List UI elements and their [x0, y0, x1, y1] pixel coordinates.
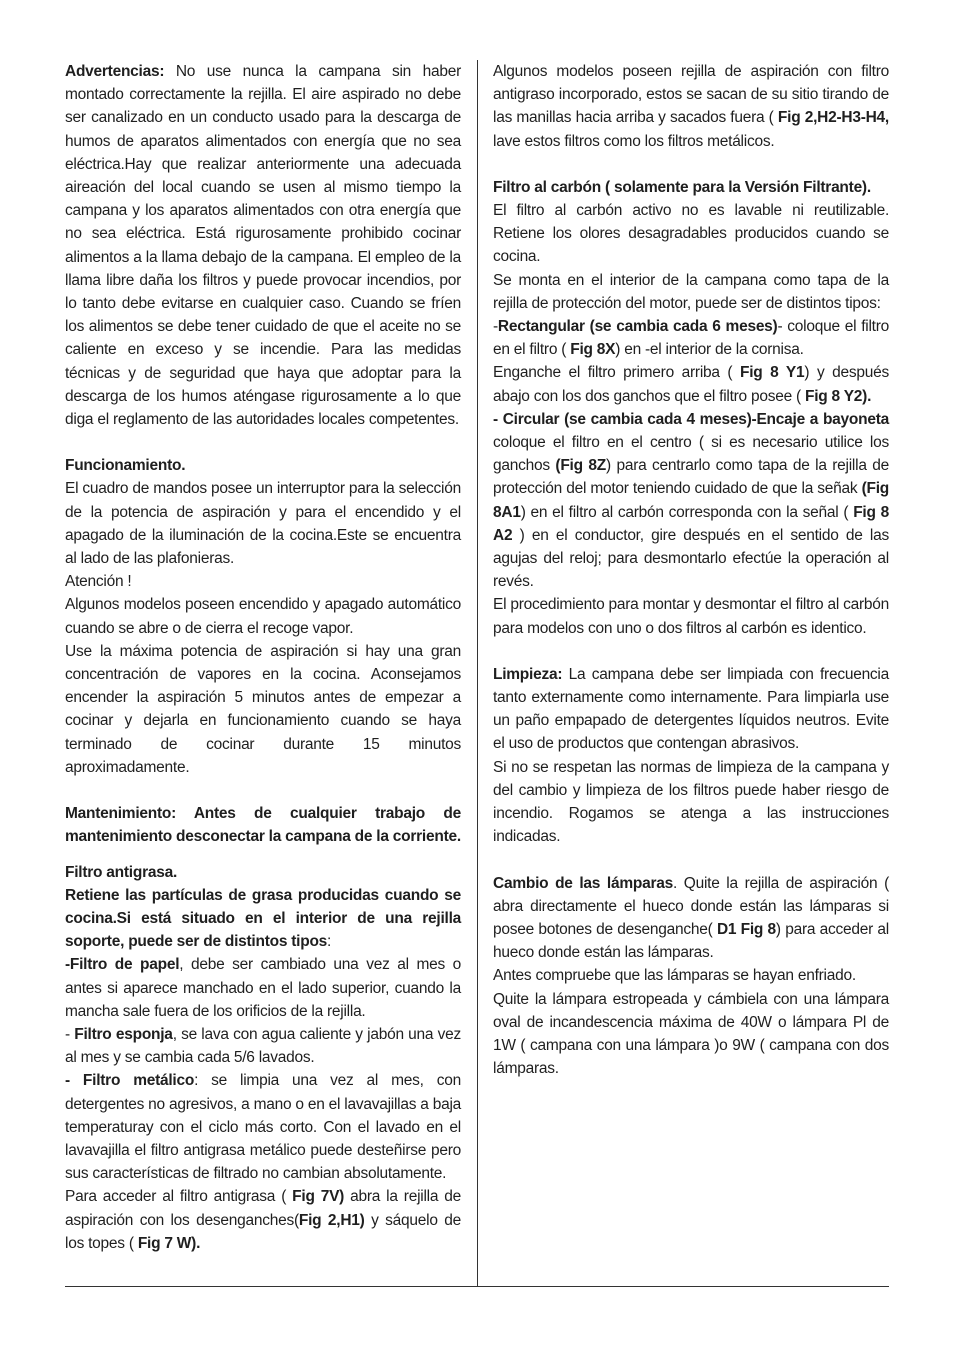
operation-attention: Atención !: [65, 573, 132, 591]
hook-filter-paragraph: Enganche el filtro primero arriba ( Fig 8 Y1) y después abajo con los dos ganchos que el filtro posee ( Fig 8 Y2).: [493, 364, 889, 405]
warnings-text: No use nunca la campana sin haber montado correctamente la rejilla. El aire aspirado no debe ser canalizado en un conducto usado para la descarga de humos de aparatos alimentados con energía que no sea eléctrica.Hay que realizar anteriormente una adecuada aireación del local cuando se usen al mismo tiempo la campana y los aparatos alimentados con otra energía que no sea eléctrica. Está rigurosamente prohibido cocinar alimentos a la llama debajo de la campana. El empleo de la llama libre daña los filtros y puede provocar incendios, por lo tanto debe evitarse en cualquier caso. Cuando se fríen los alimentos se debe tener cuidado de que el aceite no se caliente en exceso y se incendie. Para las medidas técnicas y de seguridad que haya que adoptar para la descarga de los humos aténgase rigurosamente a lo que diga el reglamento de las autoridades locales competentes.: [65, 63, 461, 429]
grease-filter-access: Para acceder al filtro antigrasa ( Fig 7V) abra la rejilla de aspiración con los desenganches(Fig 2,H1) y sáquelo de los topes ( Fig 7 W).: [65, 1188, 462, 1252]
cleaning-paragraph: Limpieza: La campana debe ser limpiada con frecuencia tanto externamente como internamente. Para limpiarla use un paño empapado de detergentes líquidos neutros. Evite el uso de productos que contengan abrasivos.: [493, 665, 889, 753]
warnings-heading: Advertencias:: [65, 63, 165, 80]
circular-filter-paragraph: - Circular (se cambia cada 4 meses)-Encaje a bayoneta coloque el filtro en el centro ( si es necesario utilice los ganchos (Fig 8Z) para centrarlo como tapa de la rejilla de protección del motor teniendo cuidado de que la señak (Fig 8A1) en el filtro al carbón corresponda con la señal ( Fig 8 A2 ) en el conductor, gire después en el sentido de las agujas del reloj; para desmontarlo efectúe la operación al revés.: [493, 410, 890, 591]
grease-filter-heading: Filtro antigrasa.: [65, 863, 178, 881]
operation-heading: Funcionamiento.: [65, 457, 186, 475]
lamps-paragraph-3: Quite la lámpara estropeada y cámbiela con una lámpara oval de incandescencia máxima de 40W o lámpara Pl de 1W ( campana con una lámpara )o 9W ( campana con dos lámparas.: [493, 990, 889, 1078]
cleaning-heading: Limpieza:: [493, 665, 563, 683]
grille-filter-paragraph: Algunos modelos poseen rejilla de aspiración con filtro antigraso incorporado, estos se sacan de su sitio tirando de las manillas hacia arriba y sacados fuera ( Fig 2,H2-H3-H4, lave estos filtros como los filtros metálicos.: [493, 63, 889, 150]
metal-filter-paragraph: - Filtro metálico: se limpia una vez al mes, con detergentes no agresivos, a mano o en el lavavajillas a baja temperaturay con el ciclo más corto. Con el lavado en el lavavajilla el filtro antigrasa metálico puede desteñirse pero sus características de filtrado no cambian absolutamente.: [65, 1072, 462, 1183]
operation-paragraph-2: Algunos modelos poseen encendido y apagado automático cuando se abre o de cierra el recoge vapor.: [65, 596, 461, 637]
lamps-heading: Cambio de las lámparas: [493, 874, 673, 892]
carbon-filter-paragraph-2: Se monta en el interior de la campana como tapa de la rejilla de protección del motor, puede ser de distintos tipos:: [493, 271, 889, 312]
bottom-rule: [65, 1286, 889, 1287]
sponge-filter-paragraph: - Filtro esponja, se lava con agua caliente y jabón una vez al mes y se cambia cada 5/6 lavados.: [65, 1025, 461, 1067]
operation-paragraph-3: Use la máxima potencia de aspiración si hay una gran concentración de vapores en la cocina. Aconsejamos encender la aspiración 5 minutos antes de empezar a cocinar y dejarla en funcionamiento cuando se haya terminado de cocinar durante 15 minutos aproximadamente.: [65, 642, 461, 776]
paper-filter-paragraph: -Filtro de papel, debe ser cambiado una vez al mes o antes si aparece manchado en el lado superior, cuando la mancha sale fuera de los orificios de la rejilla.: [65, 956, 461, 1020]
sponge-filter-label: Filtro esponja: [74, 1025, 173, 1043]
column-divider: [477, 60, 478, 1286]
paper-filter-label: -Filtro de papel: [65, 956, 180, 974]
right-column: [493, 60, 889, 1080]
carbon-filter-paragraph-1: El filtro al carbón activo no es lavable ni reutilizable. Retiene los olores desagradables producidos cuando se cocina.: [493, 202, 889, 266]
left-column: [65, 60, 461, 1255]
cleaning-paragraph-2: Si no se respetan las normas de limpieza de la campana y del cambio y limpieza de los filtros puede haber riesgo de incendio. Rogamos se atenga a las instrucciones indicadas.: [493, 758, 889, 846]
warnings-paragraph: [65, 60, 461, 431]
operation-paragraph-1: El cuadro de mandos posee un interruptor para la selección de la potencia de aspiración y para el encendido y el apagado de la iluminación de la cocina.Este se encuentra al lado de las plafonieras.: [65, 480, 461, 568]
carbon-filter-heading: Filtro al carbón ( solamente para la Versión Filtrante).: [493, 178, 871, 196]
grease-filter-intro: Retiene las partículas de grasa producidas cuando se cocina.Si está situado en el interior de una rejilla soporte, puede ser de distintos tipos:: [65, 886, 461, 951]
metal-filter-label: - Filtro metálico: [65, 1072, 195, 1090]
maintenance-heading: Mantenimiento: Antes de cualquier trabajo de mantenimiento desconectar la campana de la corriente.: [65, 805, 461, 846]
lamps-paragraph-2: Antes compruebe que las lámparas se hayan enfriado.: [493, 967, 856, 985]
lamps-paragraph: Cambio de las lámparas. Quite la rejilla de aspiración ( abra directamente el hueco donde están las lámparas si posee botones de desenganche( D1 Fig 8) para acceder al hueco donde están las lámparas.: [493, 874, 889, 962]
procedure-paragraph: El procedimiento para montar y desmontar el filtro al carbón para modelos con uno o dos filtros al carbón es identico.: [493, 596, 889, 637]
rectangular-filter-paragraph: -Rectangular (se cambia cada 6 meses)- coloque el filtro en el filtro ( Fig 8X) en -el interior de la cornisa.: [493, 318, 889, 359]
